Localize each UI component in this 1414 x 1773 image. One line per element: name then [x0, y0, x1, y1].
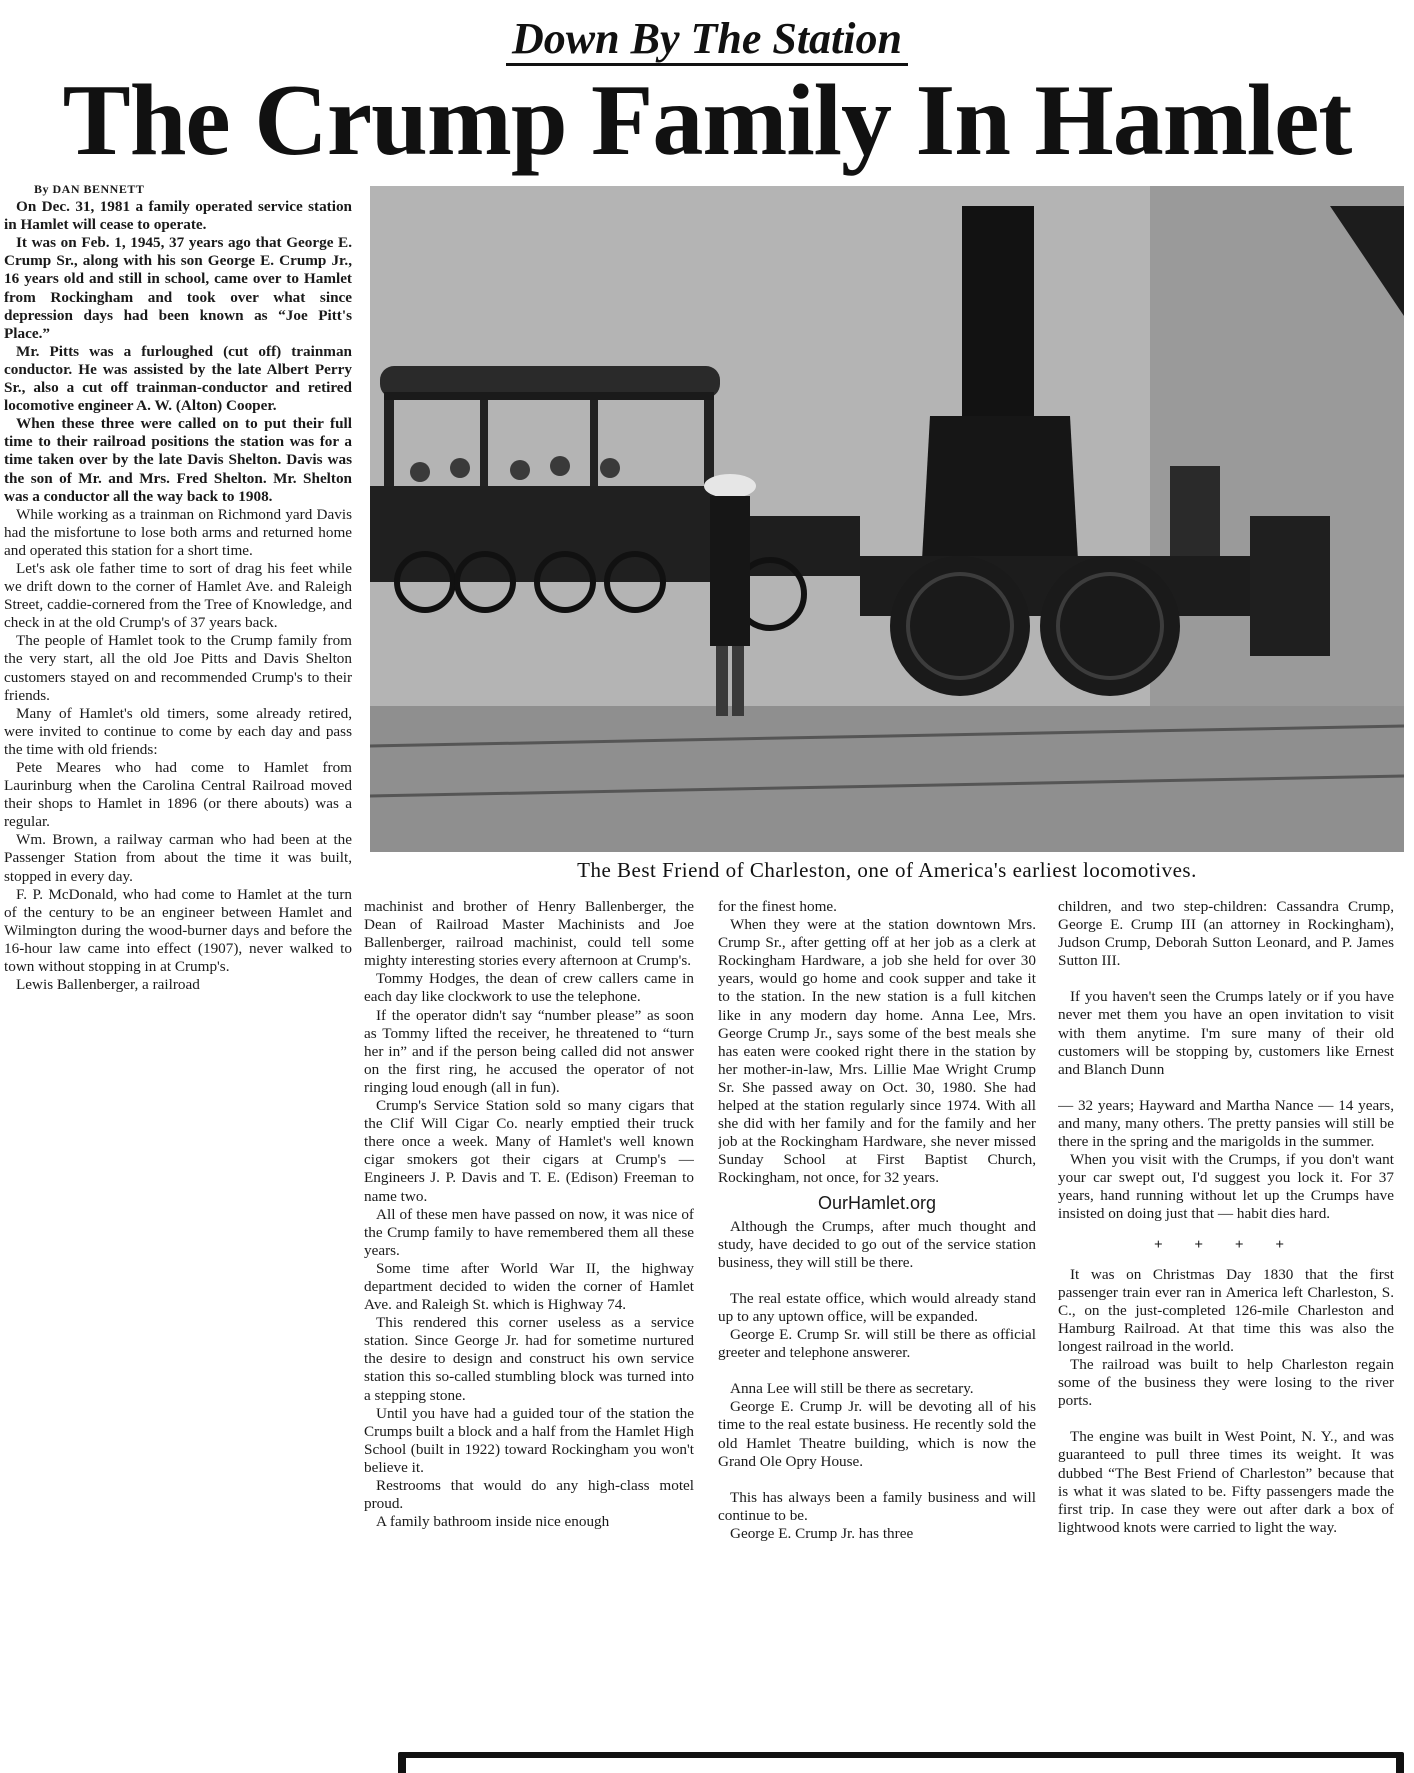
locomotive-photo [370, 186, 1404, 852]
article-column-2 [364, 898, 694, 1758]
paragraph: When you visit with the Crumps, if you don't want your car swept out, I'd suggest you lock it. For 37 years, hand running without let up the Crumps have insisted on doing just that — habit dies hard. [1058, 1151, 1394, 1223]
paragraph: Until you have had a guided tour of the station the Crumps built a block and a half from the Hamlet High School (built in 1922) toward Rockingham you won't believe it. [364, 1404, 694, 1476]
paragraph: A family bathroom inside nice enough [376, 1513, 610, 1531]
paragraph: George E. Crump Jr. has three [730, 1524, 914, 1542]
headline: The Crump Family In Hamlet [62, 64, 1352, 177]
paragraph: The engine was built in West Point, N. Y., and was guaranteed to pull three times its weight. It was dubbed “The Best Friend of Charleston” because that is what it was slated to be. Fifty passengers made the first trip. In case they were out after dark a box of lightwood knots were carried to light the way. [1058, 1428, 1394, 1536]
paragraph: The people of Hamlet took to the Crump family from the very start, all the old Joe Pitts and Davis Shelton customers stayed on and recommended Crump's to their friends. [4, 632, 352, 704]
paragraph: If the operator didn't say “number please” as soon as Tommy lifted the receiver, he threatened to “turn her in” and if the person being called did not answer on the first ring, he accused the operator of not ringing loud enough (all in fun). [364, 1006, 694, 1096]
paragraph: Restrooms that would do any high-class motel proud. [364, 1477, 694, 1513]
paragraph: When these three were called on to put their full time to their railroad positions the station was for a time taken over by the late Davis Shelton. Davis was the son of Mr. and Mrs. Fred Shelton. Mr. Shelton was a conductor all the way back to 1908. [4, 415, 352, 505]
paragraph: It was on Feb. 1, 1945, 37 years ago that George E. Crump Sr., along with his son George E. Crump Jr., 16 years old and still in school, came over to Hamlet from Rockingham and took over what since depression days had been known as “Joe Pitt's Place.” [4, 234, 352, 342]
photo-caption: The Best Friend of Charleston, one of America's earliest locomotives. [577, 858, 1197, 882]
paragraph: Tommy Hodges, the dean of crew callers came in each day like clockwork to use the telephone. [364, 970, 694, 1006]
paragraph: It was on Christmas Day 1830 that the first passenger train ever ran in America left Charleston, S. C., on the just-completed 126-mile Charleston and Hamburg Railroad. At that time this was also the longest railroad in the world. [1058, 1265, 1394, 1355]
kicker-heading [0, 14, 1414, 64]
paragraph: machinist and brother of Henry Ballenberger, the Dean of Railroad Master Machinists and Joe Ballenberger, railroad machinist, could tell some mighty interesting stories every afternoon at Crump's. [364, 898, 694, 970]
paragraph: The railroad was built to help Charleston regain some of the business they were losing to the river ports. [1058, 1356, 1394, 1410]
section-divider: + + + + [1153, 1235, 1298, 1253]
locomotive-illustration [370, 186, 1404, 852]
paragraph: This has always been a family business and will continue to be. [718, 1488, 1036, 1524]
paragraph: All of these men have passed on now, it was nice of the Crump family to have remembered them all these years. [364, 1205, 694, 1259]
article-column-4 [1058, 898, 1394, 1758]
paragraph: Mr. Pitts was a furloughed (cut off) trainman conductor. He was assisted by the late Albert Perry Sr., also a cut off trainman-conductor and retired locomotive engineer A. W. (Alton) Cooper. [4, 342, 352, 415]
paragraph: — 32 years; Hayward and Martha Nance — 14 years, and many, many others. The pretty pansies will still be there in the spring and the marigolds in the summer. [1058, 1096, 1394, 1151]
paragraph: The real estate office, which would already stand up to any uptown office, will be expanded. [718, 1289, 1036, 1325]
paragraph: If you haven't seen the Crumps lately or if you have never met them you have an open invitation to visit with them anytime. I'm sure many of their old customers will be stopping by, customers like Ernest and Blanch Dunn [1058, 988, 1394, 1078]
paragraph: Lewis Ballenberger, a railroad [16, 976, 200, 994]
paragraph: When they were at the station downtown Mrs. Crump Sr., after getting off at her job as a clerk at Rockingham Hardware, a job she held for over 30 years, would go home and cook supper and take it to the station. In the new station is a full kitchen like in any modern day home. Anna Lee, Mrs. George Crump Jr., says some of the best meals she has eaten were cooked right there in the station by her mother-in-law, Mrs. Lillie Mae Wright Crump Sr. She passed away on Oct. 30, 1980. She had helped at the station regularly since 1974. With all she did with her family and for the family and her job at the Rockingham Hardware, she never missed Sunday School at First Baptist Church, Rockingham, not once, for 32 years. [718, 916, 1036, 1187]
paragraph: Crump's Service Station sold so many cigars that the Clif Will Cigar Co. nearly emptied their truck there once a week. Many of Hamlet's well known cigar smokers got their cigars at Crump's — Engineers J. P. Davis and T. E. (Edison) Freeman to name two. [364, 1097, 694, 1205]
paragraph: George E. Crump Jr. will be devoting all of his time to the real estate business. He recently sold the old Hamlet Theatre building, which is now the Grand Ole Opry House. [718, 1398, 1036, 1470]
paragraph: Pete Meares who had come to Hamlet from Laurinburg when the Carolina Central Railroad moved their shops to Hamlet in 1896 (or there abouts) was a regular. [4, 759, 352, 831]
paragraph: While working as a trainman on Richmond yard Davis had the misfortune to lose both arms and returned home and operated this station for a short time. [4, 505, 352, 559]
next-article-border [398, 1752, 1404, 1773]
article-column-1 [4, 180, 352, 1352]
kicker-text: Down By The Station [506, 14, 908, 66]
paragraph: Anna Lee will still be there as secretary. [730, 1380, 974, 1398]
paragraph: Wm. Brown, a railway carman who had been at the Passenger Station from about the time it was built, stopped in every day. [4, 831, 352, 885]
paragraph: George E. Crump Sr. will still be there as official greeter and telephone answerer. [718, 1326, 1036, 1362]
paragraph: Some time after World War II, the highway department decided to widen the corner of Hamlet Ave. and Raleigh St. which is Highway 74. [364, 1259, 694, 1314]
paragraph: Let's ask ole father time to sort of drag his feet while we drift down to the corner of Hamlet Ave. and Raleigh Street, caddie-cornered from the Tree of Knowledge, and check in at the old Crump's of 37 years back. [4, 559, 352, 632]
article-column-3 [718, 898, 1036, 1758]
paragraph: children, and two step-children: Cassandra Crump, George E. Crump III (an attorney in Rockingham), Judson Crump, Deborah Sutton Leonard, and P. James Sutton III. [1058, 898, 1394, 970]
paragraph: On Dec. 31, 1981 a family operated service station in Hamlet will cease to operate. [4, 198, 352, 234]
paragraph: Although the Crumps, after much thought and study, have decided to go out of the service station business, they will still be there. [718, 1217, 1036, 1271]
paragraph: F. P. McDonald, who had come to Hamlet at the turn of the century to be an engineer between Hamlet and Wilmington during the wood-burner days and before the 16-hour law came into effect (1907), never walked to town without stopping in at Crump's. [4, 885, 352, 976]
paragraph: This rendered this corner useless as a service station. Since George Jr. had for sometime nurtured the desire to design and construct his own service station this so-called stumbling block was turned into a stepping stone. [364, 1314, 694, 1404]
paragraph: Many of Hamlet's old timers, some already retired, were invited to continue to come by each day and pass the time with old friends: [4, 704, 352, 758]
byline: By DAN BENNETT [34, 182, 145, 196]
watermark: OurHamlet.org [817, 1192, 937, 1213]
paragraph: for the finest home. [718, 898, 837, 915]
